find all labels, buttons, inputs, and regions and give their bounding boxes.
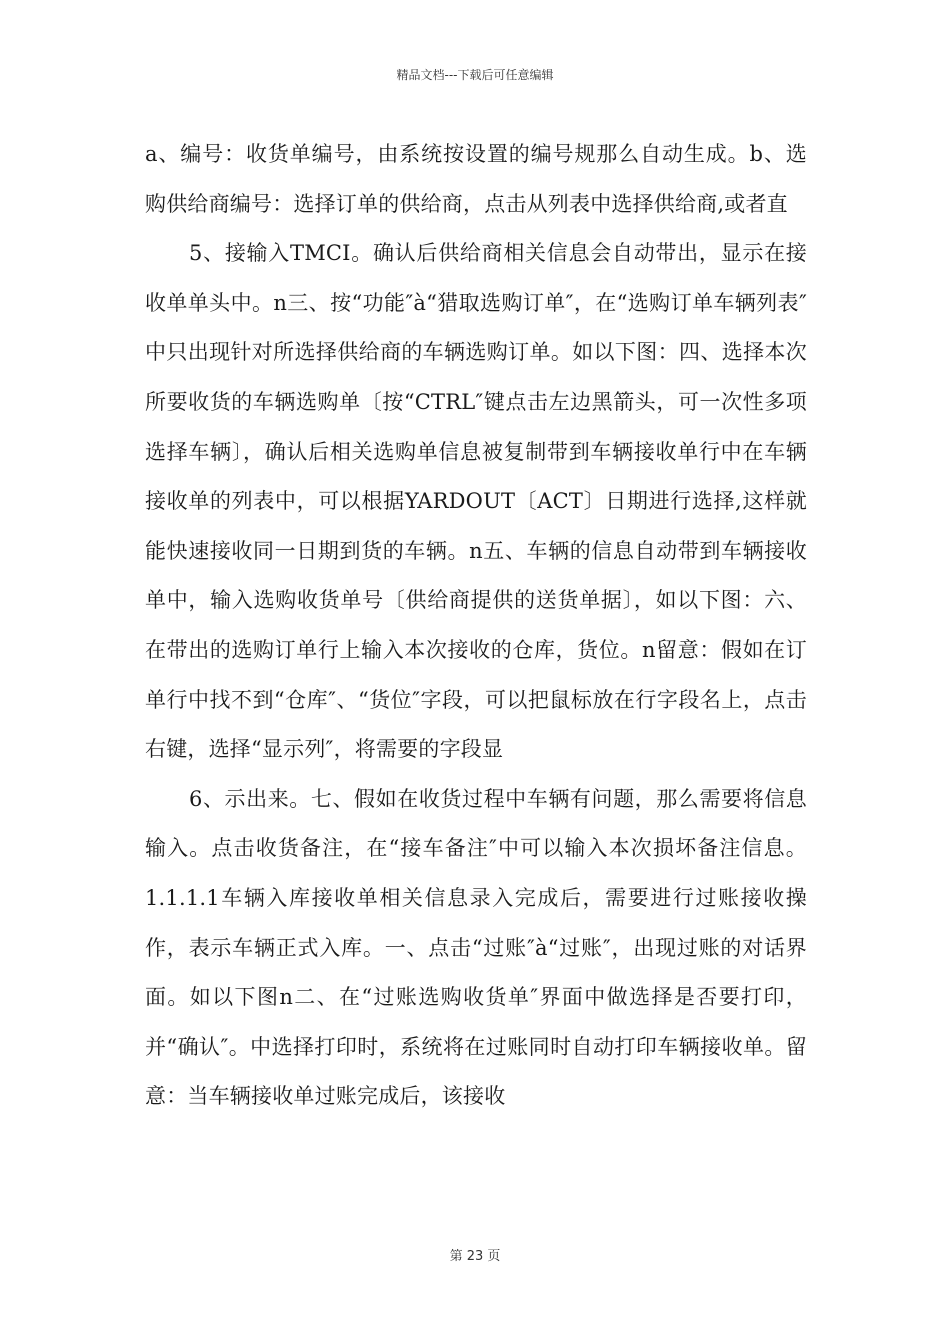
page-header: 精品文档---下载后可任意编辑 [396, 68, 554, 82]
paragraph-2: 5、接输入TMCI。确认后供给商相关信息会自动带出，显示在接收单单头中。n三、按“功能″à“猎取选购订单″，在“选购订单车辆列表″中只出现针对所选择供给商的车辆选购订单。如以下图：四、选择本次所要收货的车辆选购单〔按“CTRL″键点击左边黑箭头，可一次性多项选择车辆〕，确认后相关选购单信息被复制带到车辆接收单行中在车辆接收单的列表中，可以根据YARDOUT〔ACT〕日期进行选择,这样就能快速接收同一日期到货的车辆。n五、车辆的信息自动带到车辆接收单中，输入选购收货单号〔供给商提供的送货单据〕，如以下图：六、在带出的选购订单行上输入本次接收的仓库，货位。n留意：假如在订单行中找不到“仓库″、“货位″字段，可以把鼠标放在行字段名上，点击右键，选择“显示列″，将需要的字段显 [145, 241, 807, 762]
paragraph-1: a、编号：收货单编号，由系统按设置的编号规那么自动生成。b、选购供给商编号：选择订单的供给商，点击从列表中选择供给商,或者直 [145, 142, 807, 216]
paragraph-3: 6、示出来。七、假如在收货过程中车辆有问题，那么需要将信息输入。点击收货备注，在“接车备注″中可以输入本次损坏备注信息。1.1.1.1车辆入库接收单相关信息录入完成后，需要进行过账接收操作，表示车辆正式入库。一、点击“过账″à“过账″，出现过账的对话界面。如以下图n二、在“过账选购收货单″界面中做选择是否要打印，并“确认″。中选择打印时，系统将在过账同时自动打印车辆接收单。留意：当车辆接收单过账完成后，该接收 [145, 786, 807, 1109]
page-number: 第 23 页 [449, 1249, 501, 1264]
document-body [145, 130, 807, 1122]
